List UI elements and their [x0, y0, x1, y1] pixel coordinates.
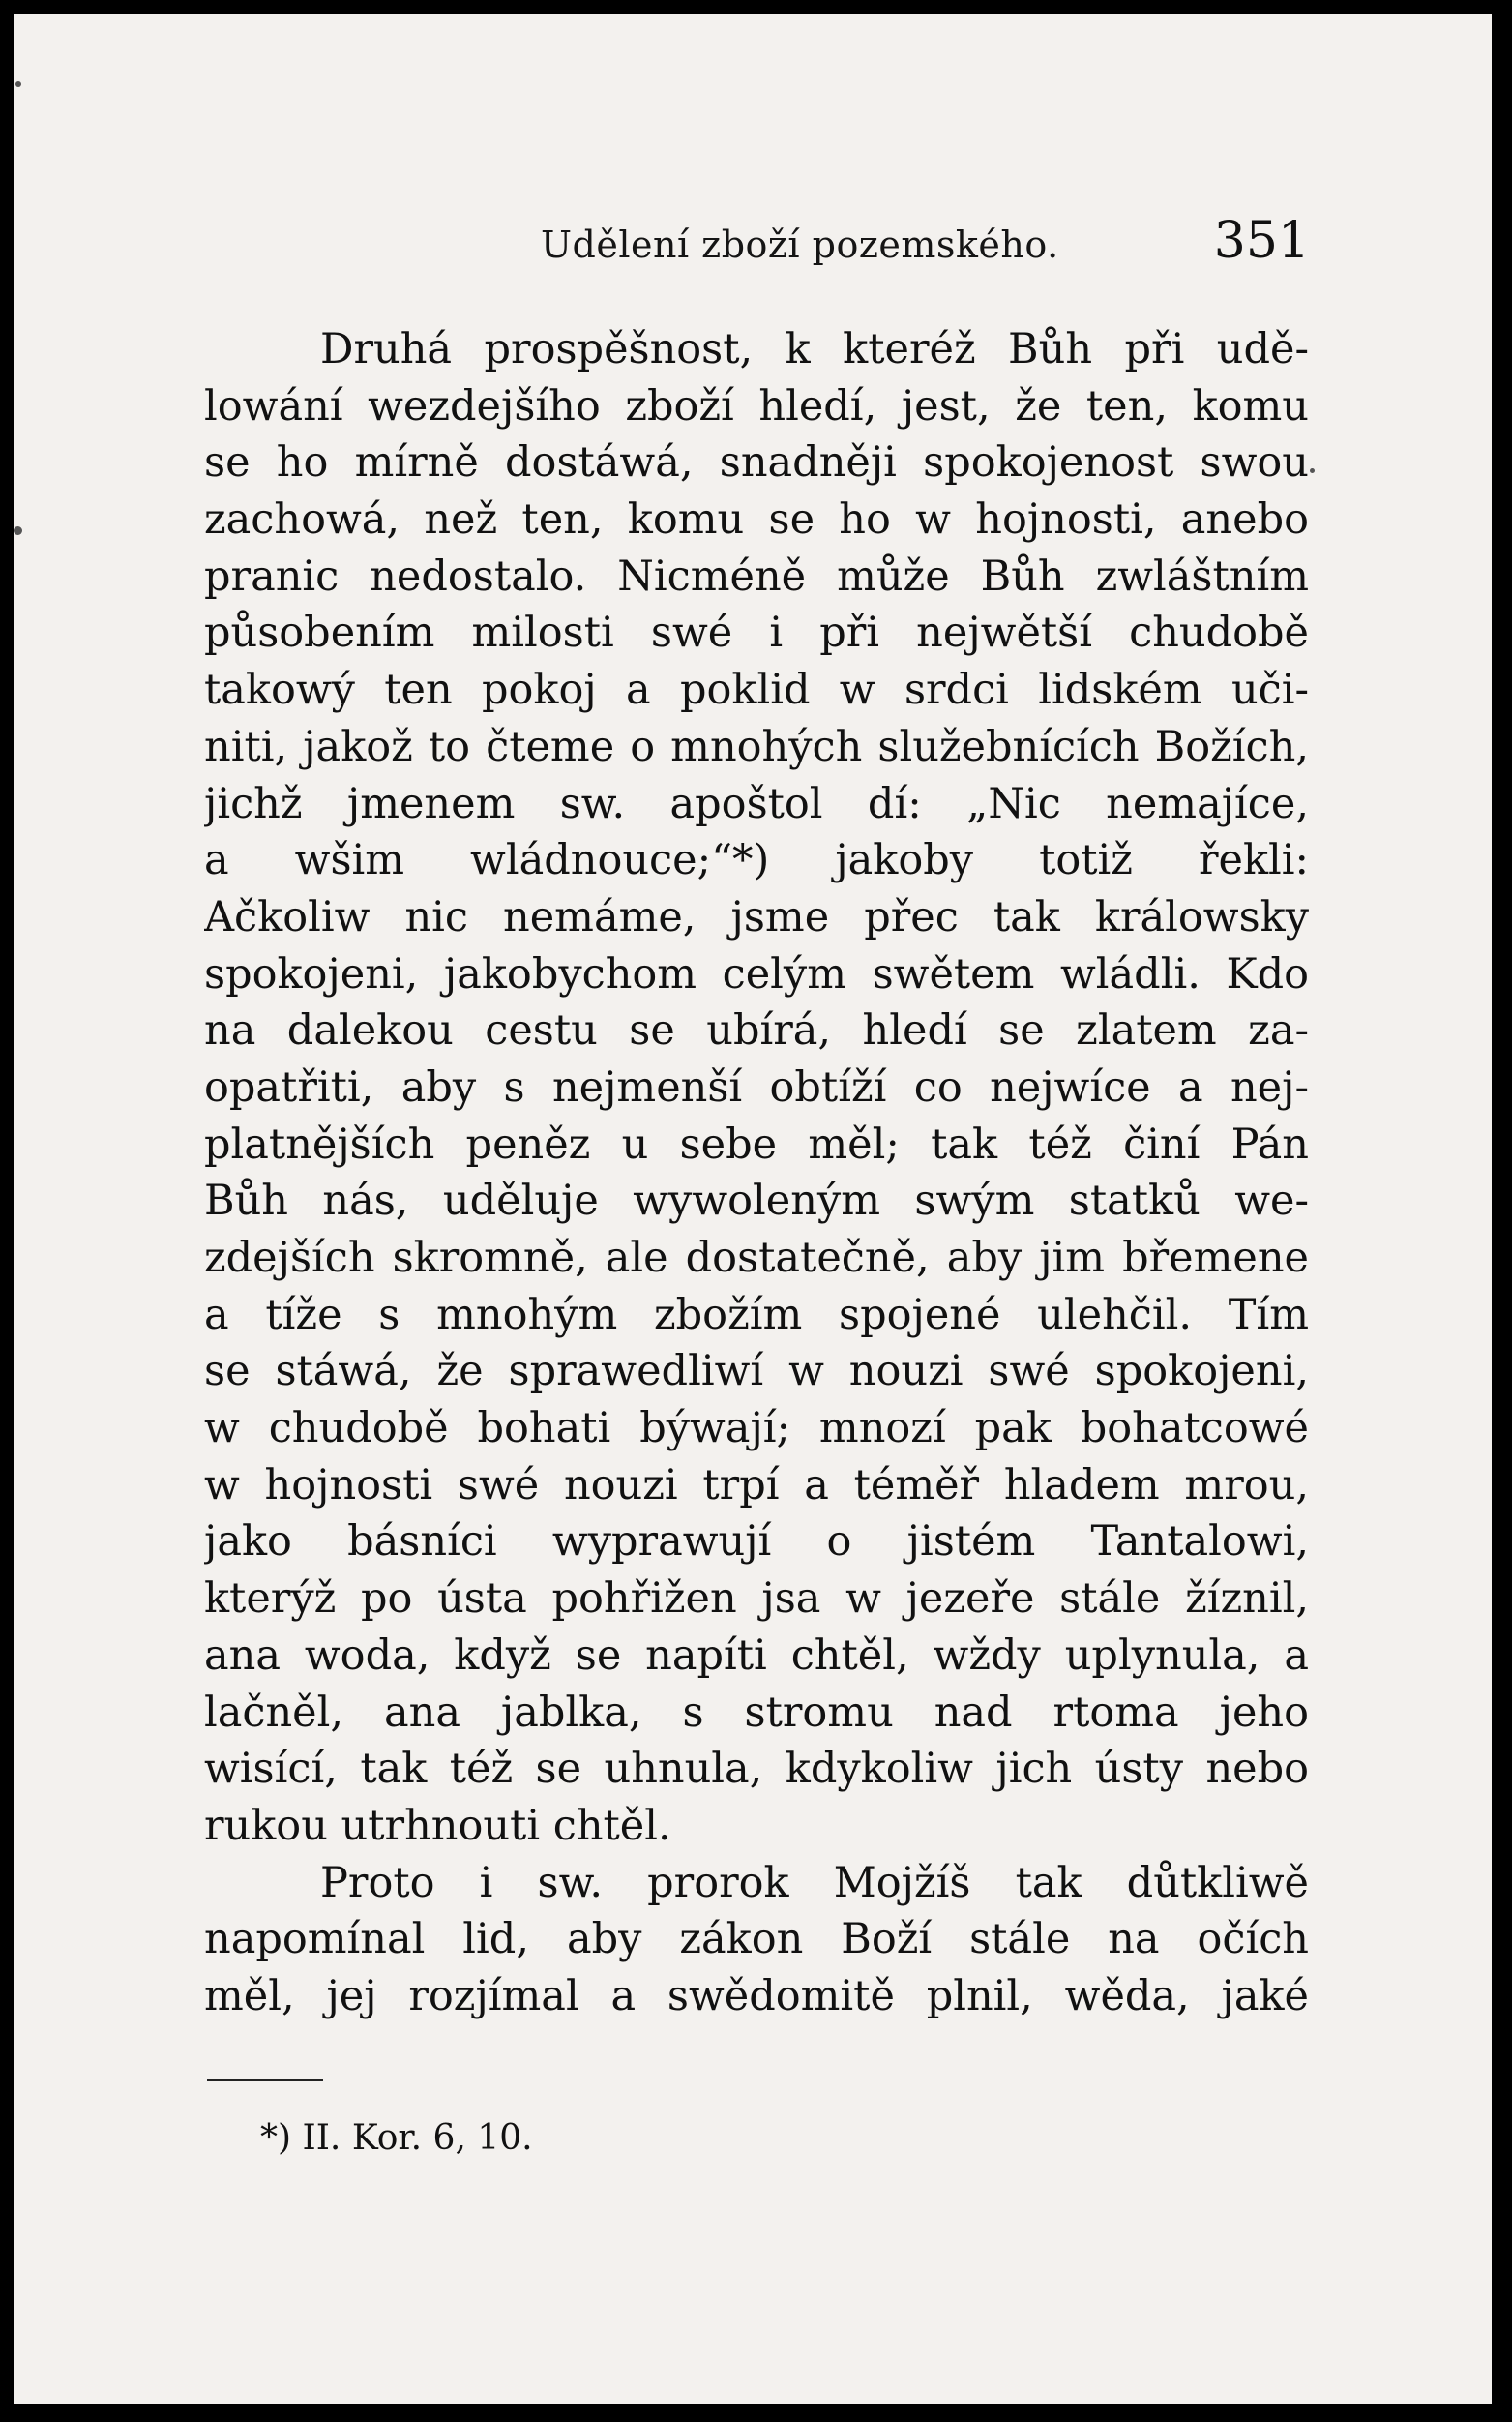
text-line: rukou utrhnouti chtěl.: [204, 1801, 671, 1850]
text-line: spokojeni, jakobychom celým swětem wládli. Kdo: [204, 949, 1309, 999]
text-line: Druhá prospěšnost, k kteréž Bůh při udě-: [320, 325, 1309, 374]
text-line: kterýž po ústa pohřižen jsa w jezeře stále žíznil,: [204, 1574, 1309, 1624]
paper-spot: [1310, 468, 1315, 473]
footnote: *) II. Kor. 6, 10.: [260, 2118, 533, 2158]
paragraph: [204, 1855, 1309, 2025]
text-line: zdejších skromně, ale dostatečně, aby jim břemene: [204, 1234, 1309, 1282]
running-head: Udělení zboží pozemského.: [541, 224, 1059, 266]
paper-spot: [14, 526, 22, 535]
text-line: ana woda, když se napíti chtěl, wždy uplynula, a: [204, 1630, 1309, 1680]
text-line: jako básníci wyprawují o jistém Tantalowi,: [204, 1517, 1309, 1567]
text-line: w hojnosti swé nouzi trpí a téměř hladem mrou,: [204, 1460, 1309, 1510]
text-line: působením milosti swé i při nejwětší chudobě: [204, 609, 1309, 658]
text-line: jichž jmenem sw. apoštol dí: „Nic nemajíce,: [204, 779, 1309, 828]
text-line: w chudobě bohati býwají; mnozí pak bohatcowé: [204, 1404, 1309, 1453]
text-line: takowý ten pokoj a poklid w srdci lidském uči-: [204, 666, 1309, 715]
text-line: pranic nedostalo. Nicméně může Bůh zwláštním: [204, 552, 1309, 601]
text-line: se ho mírně dostáwá, snadněji spokojenost swou: [204, 438, 1309, 488]
text-line: platnějších peněz u sebe měl; tak též činí Pán: [204, 1120, 1309, 1169]
paper-spot: [15, 81, 21, 87]
text-line: napomínal lid, aby zákon Boží stále na očích: [204, 1915, 1309, 1964]
text-line: měl, jej rozjímal a swědomitě plnil, wěda, jaké: [204, 1971, 1309, 2020]
text-line: se stáwá, že sprawedliwí w nouzi swé spokojeni,: [204, 1347, 1309, 1396]
book-page: [14, 14, 1492, 2404]
text-line: a wšim wládnouce;“*) jakoby totiž řekli:: [204, 836, 1309, 885]
text-line: niti, jakož to čteme o mnohých služebnících Božích,: [204, 722, 1309, 771]
page-header: [207, 212, 1310, 280]
text-line: Proto i sw. prorok Mojžíš tak důtkliwě: [320, 1858, 1309, 1907]
footnote-rule: [207, 2079, 323, 2081]
text-line: wisící, tak též se uhnula, kdykoliw jich ústy nebo: [204, 1745, 1309, 1794]
text-line: opatřiti, aby s nejmenší obtíží co nejwíce a nej-: [204, 1062, 1309, 1112]
text-line: lowání wezdejšího zboží hledí, jest, že ten, komu: [204, 381, 1309, 431]
text-line: na dalekou cestu se ubírá, hledí se zlatem za-: [204, 1006, 1309, 1056]
body-text: [204, 321, 1309, 2025]
text-line: Ačkoliw nic nemáme, jsme přec tak králowsky: [204, 892, 1309, 942]
text-line: Bůh nás, uděluje wywoleným swým statků we-: [204, 1177, 1309, 1226]
text-line: lačněl, ana jablka, s stromu nad rtoma jeho: [204, 1688, 1309, 1737]
text-line: zachowá, než ten, komu se ho w hojnosti, anebo: [204, 495, 1309, 545]
paragraph: [204, 321, 1309, 1855]
page-number: 351: [1213, 212, 1310, 270]
text-line: a tíže s mnohým zbožím spojené ulehčil. Tím: [204, 1290, 1309, 1339]
